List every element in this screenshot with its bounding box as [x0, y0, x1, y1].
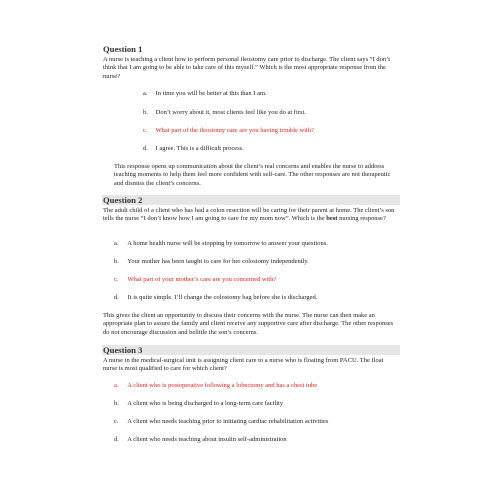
question-2-stem	[103, 207, 395, 224]
option-letter: b.	[114, 258, 119, 265]
option-letter: b.	[143, 109, 148, 116]
question-1-rationale: This response opens up communication about the client’s real concerns and enables the nurse to address teaching moments to help them feel more confident with self-care. The other responses are not therapeutic and dismiss the client’s concerns.	[114, 163, 391, 187]
question-1-option-a	[143, 90, 267, 98]
question-2-rationale: This gives the client an opportunity to discuss their concerns with the nurse. The nurse can then make an appropriate plan to assure the family and client receive any supportive care after discharge. The other responses do not encourage discussion and belittle the son’s concerns.	[103, 312, 394, 336]
question-3-option-a-correct	[114, 382, 317, 390]
option-text: A client who is being discharged to a long-term care facility	[127, 400, 284, 407]
option-letter: b.	[114, 400, 119, 407]
option-text: Your mother has been taught to care for her colostomy independently.	[127, 258, 309, 265]
option-text: In time you will be better at this than I am.	[155, 90, 267, 97]
option-text: I agree. This is a difficult process.	[155, 145, 244, 152]
question-3-title: Question 3	[102, 345, 400, 355]
option-text: Don’t worry about it, most clients feel like you do at first.	[155, 109, 306, 116]
option-text: A client who needs teaching prior to initiating cardiac rehabilitation activities	[127, 418, 329, 425]
option-text: What part of the ileostomy care are you having trouble with?	[155, 127, 314, 134]
stem-text-end: nursing response?	[337, 215, 386, 223]
option-text: What part of your mother’s care are you concerned with?	[127, 276, 277, 283]
stem-text: The adult child of a client who has had a colon resection will be caring for their parent at home. The client’s son tells the nurse “I don’t know how I am going to care for my mom now”. Which is the	[103, 207, 395, 223]
option-letter: a.	[114, 240, 119, 247]
question-3-option-c	[114, 418, 328, 426]
question-3-stem: A nurse in the medical-surgical unit is assigning client care to a nurse who is floating from PACU. The float nurse is most qualified to care for which client?	[103, 357, 384, 373]
stem-emphasis: best	[326, 215, 338, 223]
option-letter: d.	[114, 436, 119, 443]
option-text: It is quite simple. I’ll change the colostomy bag before she is discharged.	[127, 294, 318, 301]
question-2-title: Question 2	[102, 195, 400, 205]
option-letter: c.	[114, 276, 119, 283]
question-1-option-d	[143, 145, 244, 153]
option-letter: a.	[143, 90, 148, 97]
question-2-option-a	[114, 240, 328, 248]
option-letter: c.	[114, 418, 119, 425]
option-letter: c.	[143, 127, 148, 134]
option-text: A client who needs teaching about insulin self-administration	[127, 436, 287, 443]
option-letter: d.	[143, 145, 148, 152]
question-3-option-d	[114, 436, 287, 444]
question-1-option-b	[143, 109, 306, 117]
question-1-title: Question 1	[103, 44, 143, 54]
question-2-option-b	[114, 258, 309, 266]
question-1-option-c-correct	[143, 127, 314, 135]
question-2-option-d	[114, 294, 317, 302]
option-letter: d.	[114, 294, 119, 301]
question-3-option-b	[114, 400, 283, 408]
question-2-option-c-correct	[114, 276, 276, 284]
option-text: A client who is postoperative following a lobectomy and has a chest tube	[127, 382, 318, 389]
option-text: A home health nurse will be stopping by tomorrow to answer your questions.	[127, 240, 328, 247]
question-1-stem: A nurse is teaching a client how to perform personal ileostomy care prior to discharge. The client says “I don’t think that I am going to be able to take care of this myself.” Which is the most appropriate response from the nurse?	[103, 56, 391, 80]
option-letter: a.	[114, 382, 119, 389]
